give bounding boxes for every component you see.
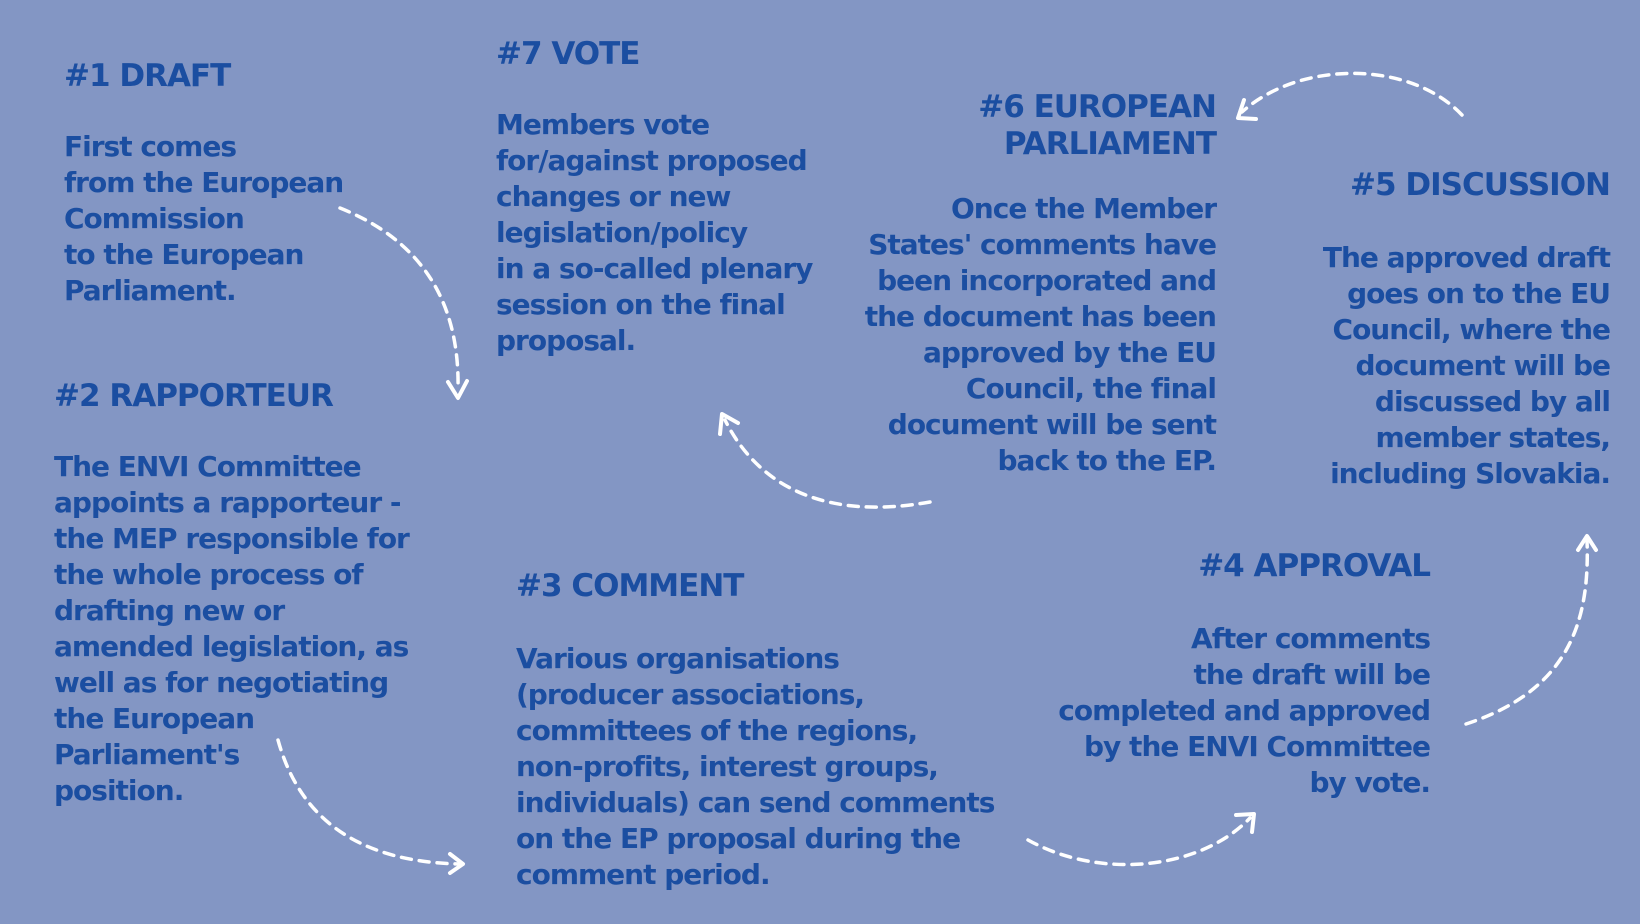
- step-title: #3 COMMENT: [516, 568, 744, 604]
- step-description: Various organisations (producer associations, committees of the regions, non-profits, interest groups, individuals) can send comments on the EP proposal during the comment period.: [516, 642, 995, 891]
- step-rapporteur: [54, 378, 444, 809]
- arrow-approval-to-discussion: [1466, 536, 1596, 724]
- step-approval: [1000, 548, 1430, 801]
- step-comment: [516, 568, 1036, 893]
- arrow-discussion-to-parliament: [1238, 73, 1462, 119]
- step-description: Once the Member States' comments have been incorporated and the document has been approved by the EU Council, the final document will be sent back to the EP.: [864, 192, 1216, 477]
- step-description: Members vote for/against proposed changes or new legislation/policy in a so-called plenary session on the final proposal.: [496, 108, 813, 357]
- step-title: #1 DRAFT: [64, 58, 231, 94]
- step-title: #6 EUROPEAN PARLIAMENT: [978, 89, 1216, 162]
- step-discussion: [1280, 167, 1610, 492]
- step-title: #5 DISCUSSION: [1350, 167, 1610, 203]
- step-title: #4 APPROVAL: [1198, 548, 1430, 584]
- step-draft: [64, 58, 444, 309]
- step-description: The ENVI Committee appoints a rapporteur - the MEP responsible for the whole process of drafting new or amended legislation, as well as for negotiating the European Parliament's position.: [54, 450, 409, 807]
- step-title: #7 VOTE: [496, 36, 640, 72]
- step-description: First comes from the European Commission to the European Parliament.: [64, 130, 344, 307]
- step-vote: [496, 36, 856, 359]
- step-description: The approved draft goes on to the EU Council, where the document will be discussed by all member states, including Slovakia.: [1322, 241, 1610, 490]
- step-title: #2 RAPPORTEUR: [54, 378, 333, 414]
- step-european-parliament: [816, 89, 1216, 479]
- arrow-comment-to-approval: [1028, 814, 1254, 865]
- step-description: After comments the draft will be completed and approved by the ENVI Committee by vote.: [1058, 622, 1430, 799]
